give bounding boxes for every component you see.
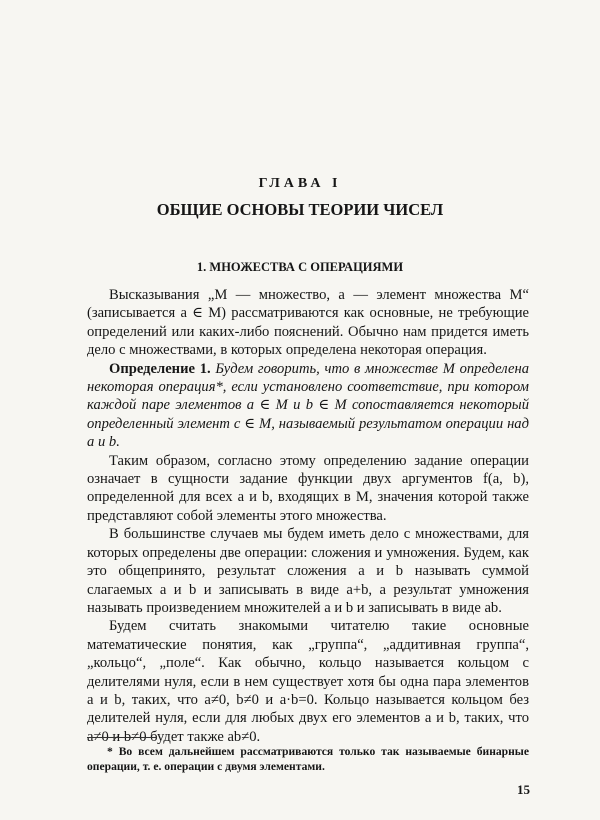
page-number: 15 [517, 782, 530, 797]
section-title: 1. МНОЖЕСТВА С ОПЕРАЦИЯМИ [196, 260, 404, 274]
footnote-divider [87, 737, 157, 738]
chapter-title: ОБЩИЕ ОСНОВЫ ТЕОРИИ ЧИСЕЛ [156, 200, 444, 219]
footnote: * Во всем дальнейшем рассматриваются только так называемые бинарные операции, т. е. операции с двумя элементами. [87, 745, 529, 773]
body-text [87, 286, 529, 746]
paragraph-3: Таким образом, согласно этому определению задание операции означает в сущности задание функции двух аргументов f(a, b), определенной для всех a и b, входящих в M, значения которой также представляют собой элементы этого множества. [87, 452, 529, 524]
chapter-label: ГЛАВА I [258, 176, 342, 191]
definition-paragraph [87, 360, 529, 452]
paragraph-1: Высказывания „M — множество, a — элемент множества M“ (записывается a ∈ M) рассматриваются как основные, не требующие определений или каких-либо пояснений. Обычно нам придется иметь дело с множествами, в которых определена некоторая операция. [87, 287, 529, 359]
paragraph-4: В большинстве случаев мы будем иметь дело с множествами, для которых определены две операции: сложения и умножения. Будем, как это общепринято, результат сложения a и b называть суммой слагаемых a и b и записывать в виде a+b, а результат умножения называть произведением множителей a и b и записывать в виде ab. [87, 526, 529, 616]
paragraph-5: Будем считать знакомыми читателю такие основные математические понятия, как „группа“, „аддитивная группа“, „кольцо“, „поле“. Как обычно, кольцо называется кольцом с делителями нуля, если в нем существует хотя бы одна пара элементов a и b, таких, что a≠0, b≠0 и a·b=0. Кольцо называется кольцом без делителей нуля, если для любых двух его элементов a и b, таких, что a≠0 и b≠0 будет также ab≠0. [87, 618, 529, 745]
definition-label: Определение 1. [109, 360, 211, 377]
definition-text: Будем говорить, что в множестве M определена некоторая операция*, если установлено соответствие, при котором каждой паре элементов a ∈ M и b ∈ M сопоставляется некоторый определенный элемент c ∈ M, называемый результатом операции над a и b. [87, 360, 529, 451]
